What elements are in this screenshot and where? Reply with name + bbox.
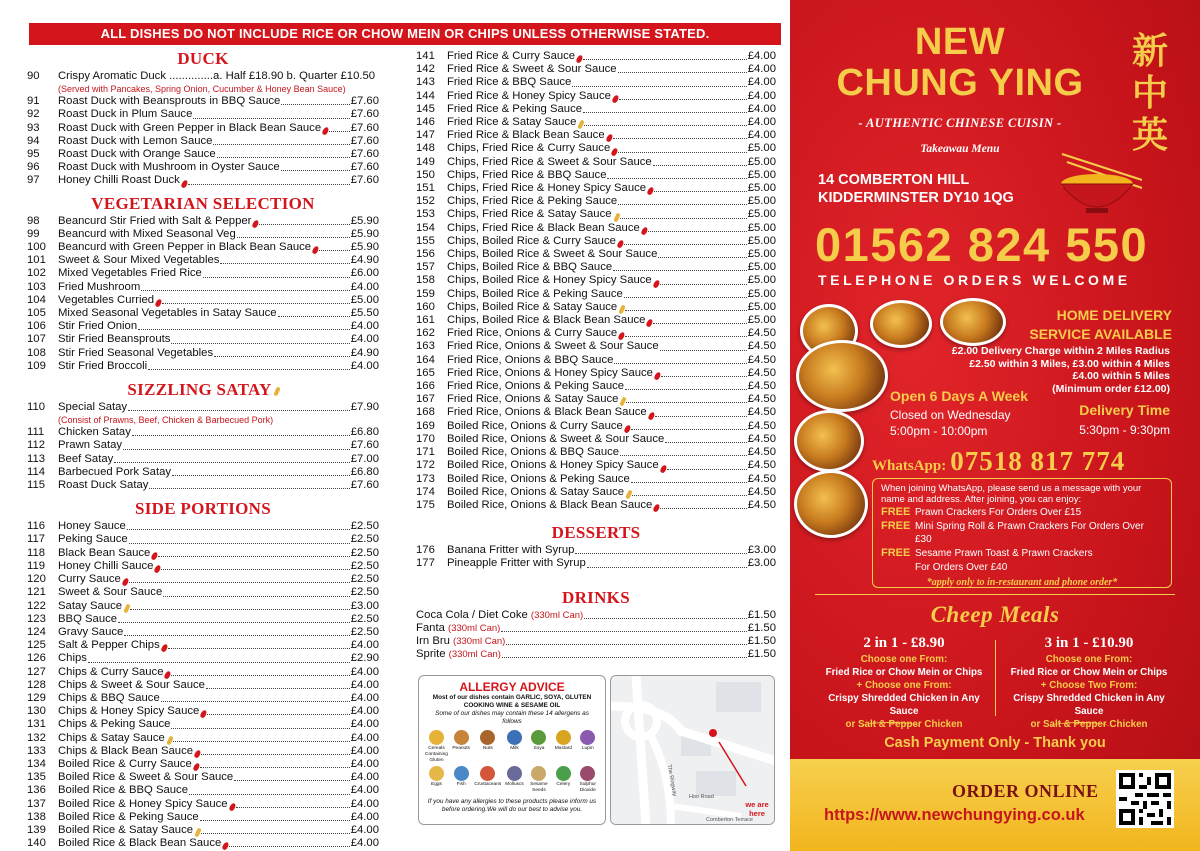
section-title-drinks: DRINKS: [562, 587, 630, 607]
menu-item: 169 Boiled Rice, Onions & Curry Sauce £4.50: [416, 419, 776, 432]
combos-list: [416, 50, 776, 512]
restaurant-name: NEW CHUNG YING: [836, 21, 1084, 104]
menu-item: 104 Vegetables Curried £5.00: [27, 293, 379, 306]
menu-item: 149 Chips, Fried Rice & Sweet & Sour Sauce £5.00: [416, 155, 776, 168]
satay-note: (Consist of Prawns, Beef, Chicken & Barbecued Pork): [58, 415, 274, 426]
whatsapp-offer-box: When joining WhatsApp, please send us a message with your name and address. After joining, you can enjoy: FREE Prawn Crackers For Orders Over £15 FREE Mini Spring Roll & Prawn Crackers For Orders Over £30 FREE Sesame Prawn Toast & Prawn Crackers For Orders Over £40 *apply only to in-restaurant and phone order*: [872, 478, 1172, 588]
menu-column-left: [27, 48, 379, 850]
menu-item: 147 Fried Rice & Black Bean Sauce £4.00: [416, 129, 776, 142]
menu-item: 177 Pineapple Fritter with Syrup £3.00: [416, 557, 776, 570]
menu-item: 170 Boiled Rice, Onions & Sweet & Sour Sauce £4.50: [416, 432, 776, 445]
menu-item: 173 Boiled Rice, Onions & Peking Sauce £4.50: [416, 472, 776, 485]
menu-item: 133 Chips & Black Bean Sauce £4.00: [27, 744, 379, 757]
cloud-ornament: [860, 722, 920, 732]
menu-item: 93 Roast Duck with Green Pepper in Black Bean Sauce £7.60: [27, 121, 379, 134]
menu-item: 144 Fried Rice & Honey Spicy Sauce £4.00: [416, 89, 776, 102]
food-photo: [870, 300, 932, 348]
allergen-icons: [425, 730, 599, 794]
menu-item: 112 Prawn Satay £7.60: [27, 439, 379, 452]
menu-item: 96 Roast Duck with Mushroom in Oyster Sauce £7.60: [27, 161, 379, 174]
drinks-list: [416, 609, 776, 662]
location-map[interactable]: we are here Comberton Terrace Hoo Road The Ringway: [610, 675, 775, 825]
menu-item: 135 Boiled Rice & Sweet & Sour Sauce £4.00: [27, 771, 379, 784]
menu-item: 159 Chips, Boiled Rice & Peking Sauce £5.00: [416, 287, 776, 300]
menu-item: 131 Chips & Peking Sauce £4.00: [27, 718, 379, 731]
menu-item: 118 Black Bean Sauce £2.50: [27, 546, 379, 559]
menu-item: 164 Fried Rice, Onions & BBQ Sauce £4.50: [416, 353, 776, 366]
menu-item: 128 Chips & Sweet & Sour Sauce £4.00: [27, 678, 379, 691]
drink-item: Sprite (330ml Can) £1.50: [416, 648, 776, 661]
menu-item: 101 Sweet & Sour Mixed Vegetables £4.90: [27, 254, 379, 267]
menu-item: 97 Honey Chilli Roast Duck £7.60: [27, 174, 379, 187]
side-portions-list: [27, 520, 379, 850]
allergy-advice-box: ALLERGY ADVICE Most of our dishes contain GARLIC, SOYA, GLUTEN COOKING WINE & SESAME OIL Some of our dishes may contain these 14 allergens as follows Cereals Containing Gluten Peanuts Nuts Milk Soya Mustard Lupin Eggs Fish Crustaceans Molluscs Sesame Seeds Celery Sulphur Dioxide If you have any allergies to these products please inform us before ordering.We will do our best to advise you.: [418, 675, 606, 825]
allergen-icon: Sulphur Dioxide: [577, 766, 599, 794]
menu-item: 146 Fried Rice & Satay Sauce £4.00: [416, 116, 776, 129]
menu-item: 141 Fried Rice & Curry Sauce £4.00: [416, 50, 776, 62]
allergen-icon: Crustaceans: [474, 766, 501, 794]
menu-item: 155 Chips, Boiled Rice & Curry Sauce £5.00: [416, 234, 776, 247]
menu-item: 161 Chips, Boiled Rice & Black Bean Sauce £5.00: [416, 314, 776, 327]
menu-item: 110 Special Satay £7.90: [27, 401, 379, 414]
menu-item: 158 Chips, Boiled Rice & Honey Spicy Sauce £5.00: [416, 274, 776, 287]
menu-item: 111 Chicken Satay £6.80: [27, 426, 379, 439]
section-title-desserts: DESSERTS: [551, 523, 641, 543]
menu-item: 120 Curry Sauce £2.50: [27, 573, 379, 586]
allergen-icon: Nuts: [474, 730, 501, 764]
menu-item: 116 Honey Sauce £2.50: [27, 520, 379, 533]
menu-item: 95 Roast Duck with Orange Sauce £7.60: [27, 148, 379, 161]
menu-item: 105 Mixed Seasonal Vegetables in Satay Sauce £5.50: [27, 307, 379, 320]
menu-item: 153 Chips, Fried Rice & Satay Sauce £5.00: [416, 208, 776, 221]
menu-item: 108 Stir Fried Seasonal Vegetables £4.90: [27, 346, 379, 359]
section-title-satay: SIZZLING SATAY: [27, 379, 379, 401]
deal-3-in-1: 3 in 1 - £10.90 Choose one From: Fried Rice or Chow Mein or Chips + Choose Two From: Crispy Shredded Chicken in Any Sauce or Salt & Pepper Chicken: [1010, 635, 1168, 730]
opening-hours: Closed on Wednesday 5:00pm - 10:00pm: [890, 408, 1011, 438]
order-online-label: ORDER ONLINE: [952, 781, 1099, 801]
menu-item: 151 Chips, Fried Rice & Honey Spicy Sauce £5.00: [416, 182, 776, 195]
allergen-icon: Peanuts: [450, 730, 472, 764]
menu-item: 114 Barbecued Pork Satay £6.80: [27, 465, 379, 478]
address: 14 COMBERTON HILL KIDDERMINSTER DY10 1QG: [818, 172, 1014, 206]
menu-item: 99 Beancurd with Mixed Seasonal Veg £5.90: [27, 227, 379, 240]
allergen-icon: Soya: [528, 730, 550, 764]
section-title-vegetarian: VEGETARIAN SELECTION: [91, 193, 315, 213]
menu-item: 123 BBQ Sauce £2.50: [27, 612, 379, 625]
phone-number[interactable]: 01562 824 550: [815, 218, 1149, 271]
menu-item: 138 Boiled Rice & Peking Sauce £4.00: [27, 810, 379, 823]
drink-item: Coca Cola / Diet Coke (330ml Can) £1.50: [416, 608, 776, 621]
food-photo: [796, 340, 888, 412]
menu-item: 126 Chips £2.90: [27, 652, 379, 665]
menu-item: 125 Salt & Pepper Chips £4.00: [27, 639, 379, 652]
menu-item: 150 Chips, Fried Rice & BBQ Sauce £5.00: [416, 168, 776, 181]
menu-item: 127 Chips & Curry Sauce £4.00: [27, 665, 379, 678]
menu-item: 91 Roast Duck with Beansprouts in BBQ Sauce £7.60: [27, 95, 379, 108]
food-photo: [940, 298, 1006, 346]
menu-item: 130 Chips & Honey Spicy Sauce £4.00: [27, 705, 379, 718]
menu-item: 119 Honey Chilli Sauce £2.50: [27, 559, 379, 572]
divider: [815, 594, 1175, 595]
tagline: - AUTHENTIC CHINESE CUISIN -: [858, 116, 1062, 130]
menu-item: 100 Beancurd with Green Pepper in Black Bean Sauce £5.90: [27, 241, 379, 254]
menu-item: 174 Boiled Rice, Onions & Satay Sauce £4.50: [416, 485, 776, 498]
menu-item: 172 Boiled Rice, Onions & Honey Spicy Sauce £4.50: [416, 459, 776, 472]
allergen-icon: Molluscs: [503, 766, 525, 794]
menu-item: 103 Fried Mushroom £4.00: [27, 280, 379, 293]
qr-code-icon[interactable]: [1116, 770, 1174, 828]
duck-list: [27, 95, 379, 187]
menu-item: 113 Beef Satay £7.00: [27, 452, 379, 465]
menu-item: 109 Stir Fried Broccoli £4.00: [27, 359, 379, 372]
menu-item: 121 Sweet & Sour Sauce £2.50: [27, 586, 379, 599]
allergy-title: ALLERGY ADVICE: [459, 680, 565, 694]
top-banner: ALL DISHES DO NOT INCLUDE RICE OR CHOW MEIN OR CHIPS UNLESS OTHERWISE STATED.: [29, 23, 781, 45]
menu-item: 117 Peking Sauce £2.50: [27, 533, 379, 546]
menu-item: 171 Boiled Rice, Onions & BBQ Sauce £4.50: [416, 446, 776, 459]
menu-item: 166 Fried Rice, Onions & Peking Sauce £4.50: [416, 380, 776, 393]
allergen-icon: Eggs: [425, 766, 448, 794]
deal-2-in-1: 2 in 1 - £8.90 Choose one From: Fried Rice or Chow Mein or Chips + Choose one From: Crispy Shredded Chicken in Any Sauce or Salt & Pepper Chicken: [825, 635, 983, 730]
allergen-icon: Celery: [552, 766, 574, 794]
we-are-here-label: we are here: [745, 800, 769, 818]
menu-item: 168 Fried Rice, Onions & Black Bean Sauce £4.50: [416, 406, 776, 419]
menu-item: 122 Satay Sauce £3.00: [27, 599, 379, 612]
menu-item: 176 Banana Fritter with Syrup £3.00: [416, 544, 776, 557]
delivery-time-title: Delivery Time: [1079, 402, 1170, 418]
delivery-time-hours: 5:30pm - 9:30pm: [1079, 423, 1170, 437]
food-photo: [794, 470, 868, 538]
menu-item: 162 Fried Rice, Onions & Curry Sauce £4.50: [416, 327, 776, 340]
menu-item: 106 Stir Fried Onion £4.00: [27, 320, 379, 333]
menu-item: 156 Chips, Boiled Rice & Sweet & Sour Sauce £5.00: [416, 248, 776, 261]
allergen-icon: Milk: [503, 730, 525, 764]
allergen-icon: Lupin: [577, 730, 599, 764]
desserts-list: [416, 544, 776, 570]
opening-title: Open 6 Days A Week: [890, 388, 1028, 404]
allergen-icon: Mustard: [552, 730, 574, 764]
drink-item: Irn Bru (330ml Can) £1.50: [416, 634, 776, 647]
allergen-icon: Sesame Seeds: [528, 766, 550, 794]
noodle-bowl-icon: [1042, 150, 1152, 222]
menu-subtitle: Takeawau Menu: [920, 143, 1000, 155]
allergen-icon: Cereals Containing Gluten: [425, 730, 448, 764]
section-title-duck: DUCK: [177, 49, 229, 68]
cheep-meals-title: Cheep Meals: [930, 602, 1060, 627]
chili-icon: [180, 179, 188, 188]
section-title-side-portions: SIDE PORTIONS: [134, 499, 272, 519]
menu-item: 163 Fried Rice, Onions & Sweet & Sour Sauce £4.50: [416, 340, 776, 353]
satay-list: [27, 426, 379, 492]
peanut-icon: [273, 387, 280, 397]
menu-item: 165 Fried Rice, Onions & Honey Spicy Sauce £4.50: [416, 366, 776, 379]
deal-separator: [995, 640, 996, 716]
menu-item: 145 Fried Rice & Peking Sauce £4.00: [416, 102, 776, 115]
menu-item: 134 Boiled Rice & Curry Sauce £4.00: [27, 757, 379, 770]
menu-item: 139 Boiled Rice & Satay Sauce £4.00: [27, 823, 379, 836]
menu-item: 175 Boiled Rice, Onions & Black Bean Sauce £4.50: [416, 498, 776, 511]
menu-item: 129 Chips & BBQ Sauce £4.00: [27, 691, 379, 704]
chinese-name: 新 中 英: [1131, 30, 1168, 155]
menu-item: 102 Mixed Vegetables Fried Rice £6.00: [27, 267, 379, 280]
menu-item: 152 Chips, Fried Rice & Peking Sauce £5.00: [416, 195, 776, 208]
menu-item: 115 Roast Duck Satay £7.60: [27, 479, 379, 492]
allergen-icon: Fish: [450, 766, 472, 794]
vegetarian-list: [27, 215, 379, 373]
menu-item: 143 Fried Rice & BBQ Sauce £4.00: [416, 76, 776, 89]
drink-item: Fanta (330ml Can) £1.50: [416, 621, 776, 634]
brand-panel: [790, 0, 1200, 851]
cloud-ornament: [1050, 722, 1110, 732]
menu-item: 167 Fried Rice, Onions & Satay Sauce £4.50: [416, 393, 776, 406]
food-photo: [794, 410, 864, 472]
menu-item: 98 Beancurd Stir Fried with Salt & Pepper £5.90: [27, 214, 379, 227]
menu-item: 90 Crispy Aromatic Duck ..............a. Half £18.90 b. Quarter £10.50: [27, 70, 376, 82]
menu-item: 160 Chips, Boiled Rice & Satay Sauce £5.00: [416, 300, 776, 313]
menu-item: 157 Chips, Boiled Rice & BBQ Sauce £5.00: [416, 261, 776, 274]
delivery-charges: £2.00 Delivery Charge within 2 Miles Radius £2.50 within 3 Miles, £3.00 within 4 Miles £4.00 within 5 Miles (Minimum order £12.00): [951, 345, 1170, 395]
duck-note: (Served with Pancakes, Spring Onion, Cucumber & Honey Bean Sauce): [58, 84, 346, 95]
menu-item: 140 Boiled Rice & Black Bean Sauce £4.00: [27, 837, 379, 850]
telephone-orders-welcome: TELEPHONE ORDERS WELCOME: [818, 272, 1131, 288]
peanut-icon: [613, 212, 620, 222]
menu-item: 136 Boiled Rice & BBQ Sauce £4.00: [27, 784, 379, 797]
menu-item: 142 Fried Rice & Sweet & Sour Sauce £4.00: [416, 63, 776, 76]
menu-item: 137 Boiled Rice & Honey Spicy Sauce £4.00: [27, 797, 379, 810]
menu-item: 148 Chips, Fried Rice & Curry Sauce £5.00: [416, 142, 776, 155]
menu-item: 94 Roast Duck with Lemon Sauce £7.60: [27, 134, 379, 147]
menu-item: 107 Stir Fried Beansprouts £4.00: [27, 333, 379, 346]
menu-item: 92 Roast Duck in Plum Sauce £7.60: [27, 108, 379, 121]
menu-item: 132 Chips & Satay Sauce £4.00: [27, 731, 379, 744]
menu-column-middle: [416, 50, 776, 661]
menu-item: 124 Gravy Sauce £2.50: [27, 625, 379, 638]
menu-item: 154 Chips, Fried Rice & Black Bean Sauce £5.00: [416, 221, 776, 234]
cash-only-note: Cash Payment Only - Thank you: [884, 735, 1106, 751]
whatsapp-contact[interactable]: WhatsApp: 07518 817 774: [872, 446, 1126, 476]
website-link[interactable]: https://www.newchungying.co.uk: [824, 806, 1085, 824]
home-delivery-title: HOME DELIVERY SERVICE AVAILABLE: [1029, 307, 1172, 342]
